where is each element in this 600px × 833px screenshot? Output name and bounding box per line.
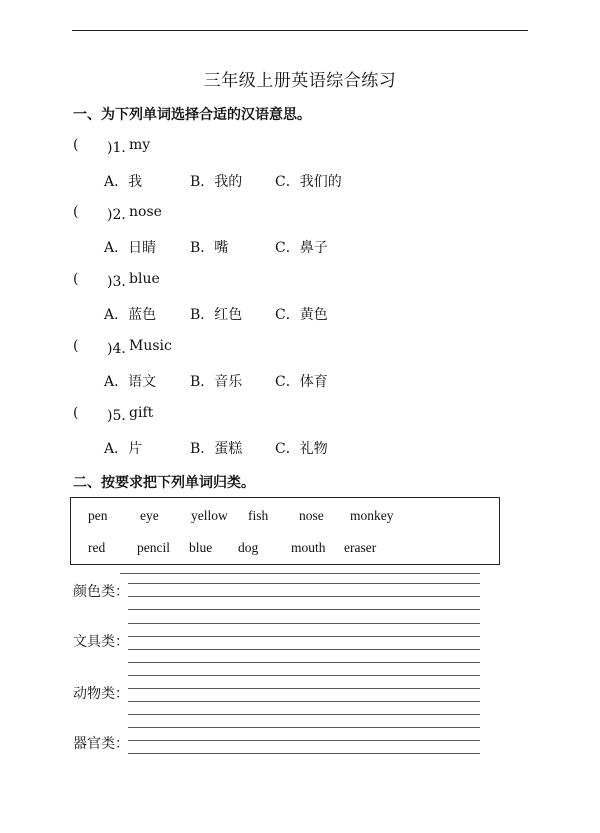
options-3 (104, 304, 504, 324)
word-bank-item: eraser (344, 540, 377, 555)
writing-line[interactable] (128, 583, 480, 584)
word-bank-item: eye (140, 508, 159, 523)
word-bank (70, 497, 500, 565)
section2-heading: 二、按要求把下列单词归类。 (73, 475, 255, 491)
category-stationery-label: 文具类： (73, 634, 129, 650)
options-5 (104, 438, 504, 458)
section1-heading: 一、为下列单词选择合适的汉语意思。 (73, 107, 311, 123)
question-number: )1． (107, 140, 136, 156)
option-a: A．我 (104, 174, 143, 190)
word-bank-item: red (88, 540, 106, 555)
option-c: C．黄色 (275, 307, 328, 323)
question-number: )3． (107, 274, 136, 290)
category-animals-label: 动物类： (73, 686, 129, 702)
question-word: Music (129, 338, 172, 354)
option-a: A．日睛 (104, 240, 157, 256)
option-b: B．蛋糕 (190, 441, 243, 457)
top-rule (72, 30, 528, 31)
option-a: A．语文 (104, 374, 157, 390)
writing-line[interactable] (128, 609, 480, 610)
option-b: B．红色 (190, 307, 243, 323)
word-bank-item: fish (248, 508, 269, 523)
option-a: A．蓝色 (104, 307, 157, 323)
word-bank-item: mouth (291, 540, 326, 555)
writing-line[interactable] (128, 714, 480, 715)
word-bank-item: blue (189, 540, 213, 555)
word-bank-item: yellow (191, 508, 228, 523)
answer-blank-open: ( (73, 137, 79, 153)
writing-line[interactable] (128, 596, 480, 597)
writing-line[interactable] (128, 727, 480, 728)
question-word: my (129, 137, 151, 153)
answer-blank-open: ( (73, 271, 79, 287)
writing-line[interactable] (128, 636, 480, 637)
writing-line[interactable] (128, 688, 480, 689)
word-bank-item: monkey (350, 508, 394, 523)
word-bank-item: nose (299, 508, 324, 523)
question-number: )4． (107, 341, 136, 357)
word-bank-item: pen (88, 508, 108, 523)
option-c: C．我们的 (275, 174, 342, 190)
word-bank-item: dog (238, 540, 259, 555)
question-word: gift (129, 405, 154, 421)
writing-line[interactable] (120, 573, 480, 574)
question-number: )2． (107, 207, 136, 223)
writing-line[interactable] (128, 623, 480, 624)
page-title: 三年级上册英语综合练习 (203, 71, 397, 91)
option-b: B．我的 (190, 174, 243, 190)
word-bank-item: pencil (137, 540, 170, 555)
question-number: )5． (107, 408, 136, 424)
answer-blank-open: ( (73, 204, 79, 220)
option-c: C．礼物 (275, 441, 328, 457)
option-c: C．体育 (275, 374, 328, 390)
category-colors-label: 颜色类： (73, 584, 129, 600)
writing-line[interactable] (128, 662, 480, 663)
writing-line[interactable] (128, 753, 480, 754)
writing-line[interactable] (128, 649, 480, 650)
answer-blank-open: ( (73, 338, 79, 354)
options-4 (104, 371, 504, 391)
writing-line[interactable] (128, 701, 480, 702)
options-2 (104, 237, 504, 257)
option-a: A．片 (104, 441, 143, 457)
options-1 (104, 171, 504, 191)
option-b: B．音乐 (190, 374, 243, 390)
category-body-parts-label: 器官类： (73, 736, 129, 752)
writing-line[interactable] (128, 740, 480, 741)
question-word: nose (129, 204, 162, 220)
option-b: B．嘴 (190, 240, 229, 256)
option-c: C．鼻子 (275, 240, 328, 256)
writing-line[interactable] (128, 675, 480, 676)
answer-blank-open: ( (73, 405, 79, 421)
question-word: blue (129, 271, 160, 287)
